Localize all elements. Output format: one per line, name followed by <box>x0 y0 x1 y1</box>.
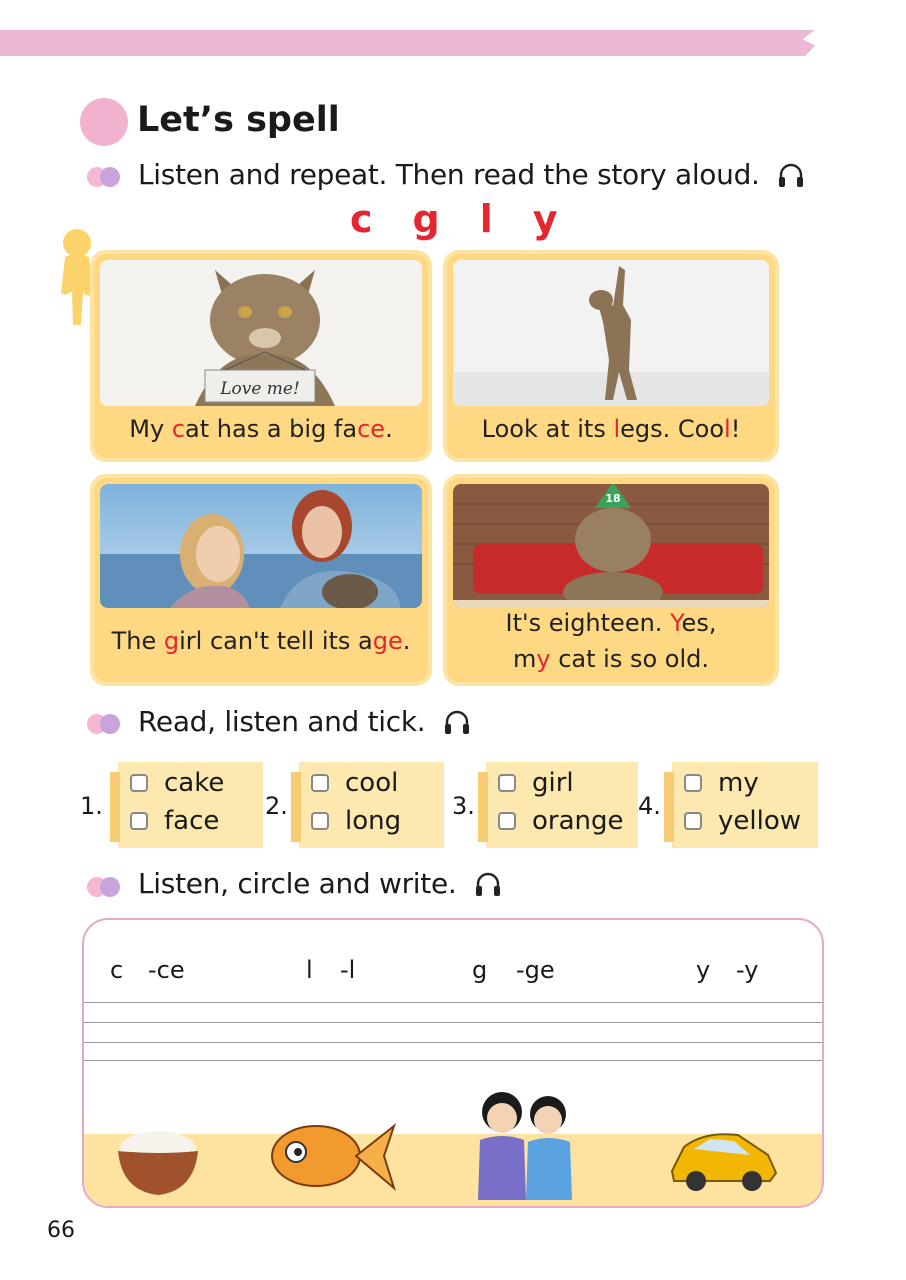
writing-line[interactable] <box>84 1002 822 1003</box>
option-ending[interactable]: -ge <box>516 956 555 984</box>
rice-bowl-image <box>116 1125 200 1199</box>
caption-highlight: y <box>536 645 551 673</box>
instruction-text: Listen and repeat. Then read the story aloud. <box>138 158 760 191</box>
caption-highlight: c <box>171 415 186 443</box>
caption-text: cat is so old. <box>550 645 709 673</box>
tick-word: orange <box>532 806 624 836</box>
cat-face-photo <box>100 260 422 406</box>
tick-item-3 <box>452 762 642 848</box>
caption-text: egs. Coo <box>620 415 725 443</box>
checkbox-icon[interactable] <box>684 774 702 792</box>
bullet-icon <box>87 714 123 734</box>
tick-number: 1. <box>80 792 103 820</box>
option-ending[interactable]: -l <box>340 956 356 984</box>
girl-woman-photo <box>100 484 422 608</box>
caption-text: . <box>402 627 411 655</box>
option-letter[interactable]: y <box>696 956 711 984</box>
caption-text: m <box>513 645 537 673</box>
writing-line[interactable] <box>84 1042 822 1043</box>
page-number: 66 <box>47 1218 75 1243</box>
tick-word: cool <box>345 768 399 798</box>
headphones-icon[interactable] <box>442 708 472 738</box>
two-kids-image <box>462 1088 588 1200</box>
bullet-icon <box>87 167 123 187</box>
instruction-text: Listen, circle and write. <box>138 867 457 900</box>
tick-word: cake <box>164 768 225 798</box>
checkbox-icon[interactable] <box>311 774 329 792</box>
caption-1 <box>94 400 428 458</box>
card-fold <box>291 772 301 842</box>
birthday-cat-photo <box>453 484 769 608</box>
card-fold <box>478 772 488 842</box>
tick-word: long <box>345 806 402 836</box>
checkbox-icon[interactable] <box>311 812 329 830</box>
caption-highlight: Y <box>670 609 682 637</box>
caption-text: es, <box>681 609 717 637</box>
caption-text: Look at its <box>481 415 614 443</box>
letter-g: g <box>412 197 440 241</box>
option-letter[interactable]: c <box>110 956 124 984</box>
caption-text: . <box>385 415 393 443</box>
tick-card <box>118 762 263 848</box>
card-fold <box>664 772 674 842</box>
caption-text: It's eighteen. <box>505 609 671 637</box>
caption-text: The <box>111 627 164 655</box>
tick-card <box>299 762 444 848</box>
story-card-1 <box>90 250 432 462</box>
checkbox-icon[interactable] <box>498 812 516 830</box>
caption-text: at has a big fa <box>185 415 358 443</box>
checkbox-icon[interactable] <box>130 774 148 792</box>
instruction-text: Read, listen and tick. <box>138 705 426 738</box>
caption-text: ! <box>730 415 741 443</box>
sign-text: Love me! <box>220 379 300 399</box>
tick-word: my <box>718 768 759 798</box>
caption-highlight: ce <box>357 415 386 443</box>
story-card-2 <box>443 250 779 462</box>
tick-number: 4. <box>638 792 661 820</box>
top-decorative-stripe <box>0 30 815 56</box>
tick-item-4 <box>638 762 828 848</box>
story-card-4 <box>443 474 779 686</box>
caption-highlight: ge <box>372 627 403 655</box>
headphones-icon[interactable] <box>776 161 806 191</box>
letter-l: l <box>479 197 493 241</box>
caption-text: My <box>129 415 172 443</box>
goldfish-image <box>264 1112 396 1198</box>
bullet-icon <box>87 877 123 897</box>
tick-number: 3. <box>452 792 475 820</box>
option-ending[interactable]: -y <box>736 956 759 984</box>
checkbox-icon[interactable] <box>498 774 516 792</box>
yellow-car-image <box>664 1125 782 1195</box>
writing-line[interactable] <box>84 1022 822 1023</box>
option-letter[interactable]: l <box>306 956 313 984</box>
tick-word: girl <box>532 768 574 798</box>
write-activity-box <box>82 918 824 1208</box>
caption-text: irl can't tell its a <box>179 627 373 655</box>
instruction-listen-repeat <box>138 158 806 191</box>
tick-card <box>672 762 818 848</box>
tick-card <box>486 762 638 848</box>
tick-item-1 <box>80 762 270 848</box>
tick-word: yellow <box>718 806 802 836</box>
section-title: Let’s spell <box>137 100 340 140</box>
standing-cat-photo <box>453 260 769 406</box>
checkbox-icon[interactable] <box>684 812 702 830</box>
headphones-icon[interactable] <box>473 870 503 900</box>
instruction-listen-circle-write <box>138 867 503 900</box>
tick-word: face <box>164 806 220 836</box>
letter-c: c <box>350 197 373 241</box>
checkbox-icon[interactable] <box>130 812 148 830</box>
option-letter[interactable]: g <box>472 956 488 984</box>
caption-4 <box>447 600 775 682</box>
caption-highlight: l <box>724 415 731 443</box>
card-fold <box>110 772 120 842</box>
instruction-read-listen-tick <box>138 705 472 738</box>
letter-y: y <box>532 197 558 241</box>
option-ending[interactable]: -ce <box>148 956 185 984</box>
tick-item-2 <box>265 762 455 848</box>
caption-2 <box>447 400 775 458</box>
writing-line[interactable] <box>84 1060 822 1061</box>
title-pink-dot <box>80 98 128 146</box>
target-letters <box>350 197 558 241</box>
hat-badge: 18 <box>605 492 621 505</box>
caption-highlight: g <box>163 627 180 655</box>
tick-number: 2. <box>265 792 288 820</box>
story-card-3 <box>90 474 432 686</box>
caption-highlight: l <box>613 415 621 443</box>
caption-3 <box>94 600 428 682</box>
